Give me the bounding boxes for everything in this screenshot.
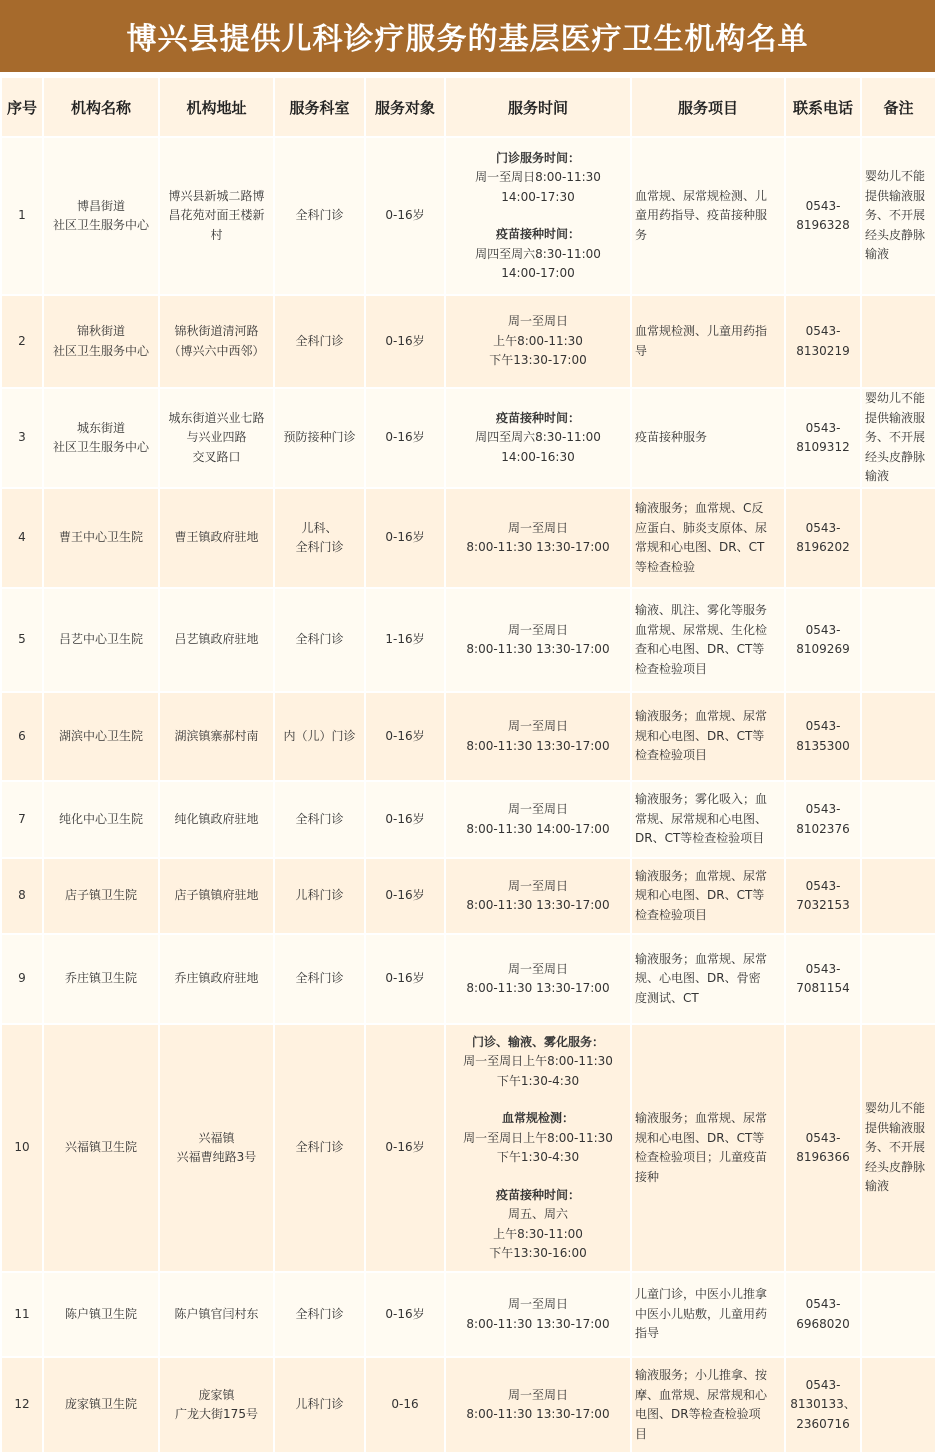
time-heading: 疫苗接种时间： [495,227,580,241]
items-line: 规和心电图、DR、CT等 [635,1130,765,1145]
cell-time [445,488,631,588]
cell-target: 0-16岁 [365,934,445,1024]
note-line: 婴幼儿不能 [865,391,926,406]
cell-no: 3 [1,388,43,488]
time-heading: 门诊服务时间： [495,150,580,165]
phone-line: 8109269 [796,642,850,656]
cell-items [631,1024,785,1272]
cell-note [861,388,935,488]
cell-no: 2 [1,295,43,388]
cell-address [159,137,274,295]
time-line: 周一至周日 [507,1387,568,1402]
time-heading: 疫苗接种时间： [495,1187,580,1202]
items-line: 输液、肌注、雾化等服务 [635,603,768,617]
cell-department [274,934,365,1024]
items-line: 输液服务；血常规、尿常 [635,951,768,966]
department-line: 全科门诊 [295,540,344,554]
items-line: 检查检验项目 [635,748,708,763]
items-line: 血常规、尿常规、生化检 [635,622,768,637]
phone-line: 8196202 [796,540,850,554]
table-row [1,488,935,588]
time-line: 周一至周日 [507,1297,568,1311]
note-line: 婴幼儿不能 [865,169,926,184]
cell-name [43,1357,159,1453]
institution-table [0,76,935,1454]
cell-time [445,388,631,488]
cell-no: 10 [1,1024,43,1272]
cell-no: 6 [1,692,43,781]
time-line: 8:00-11:30 13:30-17:00 [466,1316,610,1331]
address-line: 店子镇镇府驻地 [174,888,259,903]
address-line: 兴福曹纯路3号 [176,1150,257,1164]
cell-name [43,295,159,388]
items-line: DR、CT等检查检验项目 [635,831,765,846]
note-line: 务、不开展 [865,1140,926,1155]
note-line: 提供输液服 [865,410,926,425]
address-line: 博兴县新城二路博 [168,188,265,203]
cell-note [861,934,935,1024]
time-heading: 门诊、输液、雾化服务： [471,1034,604,1049]
time-line: 周一至周日 [507,878,568,893]
time-line: 周一至周日 [507,802,568,816]
cell-name [43,588,159,692]
items-line: 目 [635,1426,648,1441]
cell-address [159,388,274,488]
department-line: 预防接种门诊 [283,430,356,445]
cell-address [159,858,274,934]
name-line: 店子镇卫生院 [64,888,137,903]
department-line: 全科门诊 [295,632,344,647]
time-line: 周四至周六8:30-11:00 [475,246,601,261]
items-line: 规和心电图、DR、CT等 [635,888,765,903]
cell-no: 7 [1,781,43,858]
department-line: 全科门诊 [295,333,344,348]
cell-items [631,295,785,388]
cell-no: 11 [1,1272,43,1357]
cell-address [159,934,274,1024]
cell-note [861,1024,935,1272]
note-line: 经头皮静脉 [865,449,926,464]
cell-time [445,137,631,295]
table-row [1,295,935,388]
cell-items [631,781,785,858]
cell-target: 0-16岁 [365,1272,445,1357]
phone-line: 8102376 [796,821,850,836]
time-line: 周一至周日 [507,961,568,976]
cell-time [445,295,631,388]
cell-items [631,692,785,781]
items-line: 指导 [635,1326,660,1341]
cell-target: 1-16岁 [365,588,445,692]
time-line: 上午8:00-11:30 [493,333,583,348]
address-line: 乔庄镇政府驻地 [174,971,259,986]
address-line: 村 [210,227,223,242]
phone-line: 0543- [805,961,841,976]
phone-line: 7032153 [796,898,850,912]
time-line: 周一至周日 [507,314,568,329]
items-line: 常规和心电图、DR、CT [635,540,765,554]
header-department: 服务科室 [274,77,365,137]
items-line: 检查检验项目 [635,907,708,922]
phone-line: 0543- [805,622,841,637]
table-row [1,137,935,295]
table-row [1,1024,935,1272]
cell-name [43,1272,159,1357]
items-line: 输液服务；血常规、C反 [635,501,764,515]
department-line: 内（儿）门诊 [283,728,356,743]
cell-note [861,588,935,692]
cell-time [445,934,631,1024]
cell-items [631,858,785,934]
cell-target: 0-16岁 [365,295,445,388]
table-row [1,588,935,692]
cell-note [861,137,935,295]
cell-phone [785,137,861,295]
cell-time [445,1272,631,1357]
time-heading: 血常规检测： [501,1111,574,1125]
cell-items [631,137,785,295]
cell-department [274,588,365,692]
items-line: 常规、尿常规和心电图、 [635,811,768,826]
cell-items [631,1357,785,1453]
time-line: 下午13:30-16:00 [489,1246,587,1260]
cell-note [861,295,935,388]
phone-line: 0543- [805,1297,841,1311]
time-line: 周一至周日8:00-11:30 [475,170,601,184]
time-line: 下午1:30-4:30 [496,1073,580,1088]
name-line: 庞家镇卫生院 [64,1397,137,1412]
note-line: 输液 [865,1179,890,1194]
cell-phone [785,1024,861,1272]
cell-name [43,934,159,1024]
time-line: 8:00-11:30 13:30-17:00 [466,981,610,995]
time-line: 8:00-11:30 14:00-17:00 [466,821,610,836]
cell-target: 0-16 [365,1357,445,1453]
address-line: 与兴业四路 [186,430,247,445]
department-line: 全科门诊 [295,1140,344,1155]
cell-phone [785,1272,861,1357]
table-row [1,1357,935,1453]
header-row [1,77,935,137]
page-title-bar [0,0,935,76]
table-row [1,1272,935,1357]
cell-phone [785,692,861,781]
address-line: 陈户镇官闫村东 [174,1306,259,1321]
items-line: 摩、血常规、尿常规和心 [635,1387,768,1402]
note-line: 提供输液服 [865,188,926,203]
items-line: 儿童门诊，中医小儿推拿 [635,1287,768,1302]
items-line: 导 [635,343,648,358]
name-line: 城东街道 [76,420,125,435]
phone-line: 8196366 [796,1150,850,1164]
note-line: 经头皮静脉 [865,227,926,242]
cell-department [274,781,365,858]
items-line: 务 [635,227,648,242]
header-items: 服务项目 [631,77,785,137]
cell-items [631,588,785,692]
cell-address [159,488,274,588]
phone-line: 2360716 [796,1416,850,1431]
name-line: 兴福镇卫生院 [64,1140,137,1155]
cell-items [631,488,785,588]
cell-target: 0-16岁 [365,1024,445,1272]
cell-target: 0-16岁 [365,488,445,588]
phone-line: 8109312 [796,440,850,454]
phone-line: 0543- [805,802,841,816]
items-line: 输液服务；血常规、尿常 [635,1111,768,1125]
address-line: 湖滨镇寨郝村南 [174,728,259,743]
cell-note [861,1272,935,1357]
cell-note [861,488,935,588]
table-row [1,388,935,488]
items-line: 应蛋白、肺炎支原体、尿 [635,520,768,535]
phone-line: 0543- [805,420,841,435]
items-line: 规、心电图、DR、骨密 [635,971,761,986]
time-line: 周五、周六 [507,1207,568,1221]
cell-name [43,388,159,488]
cell-items [631,388,785,488]
items-line: 中医小儿贴敷，儿童用药 [635,1306,768,1321]
department-line: 全科门诊 [295,208,344,223]
address-line: 纯化镇政府驻地 [174,811,259,826]
cell-department [274,1024,365,1272]
items-line: 疫苗接种服务 [635,430,708,445]
cell-note [861,781,935,858]
time-line: 周一至周日 [507,622,568,637]
cell-name [43,858,159,934]
cell-address [159,692,274,781]
page-title: 博兴县提供儿科诊疗服务的基层医疗卫生机构名单 [126,22,809,57]
table-body [1,137,935,1453]
cell-department [274,137,365,295]
cell-no: 5 [1,588,43,692]
items-line: 输液服务；血常规、尿常 [635,868,768,883]
phone-line: 8135300 [796,738,850,753]
items-line: 输液服务；雾化吸入；血 [635,792,768,807]
department-line: 全科门诊 [295,811,344,826]
name-line: 陈户镇卫生院 [64,1306,137,1321]
items-line: 接种 [635,1169,660,1184]
time-line: 周四至周六8:30-11:00 [475,430,601,445]
address-line: 庞家镇 [198,1387,235,1402]
time-line: 8:00-11:30 13:30-17:00 [466,1407,610,1421]
cell-name [43,781,159,858]
cell-department [274,295,365,388]
time-line: 周一至周日 [507,719,568,733]
items-line: 度测试、CT [635,990,699,1005]
time-line: 8:00-11:30 13:30-17:00 [466,540,610,554]
name-line: 锦秋街道 [76,324,125,338]
note-line: 提供输液服 [865,1120,926,1135]
cell-address [159,1357,274,1453]
phone-line: 0543- [805,719,841,733]
time-line: 14:00-16:30 [501,449,575,464]
items-line: 规和心电图、DR、CT等 [635,728,765,743]
note-line: 务、不开展 [865,208,926,223]
address-line: 城东街道兴业七路 [168,410,265,425]
phone-line: 0543- [805,520,841,535]
items-line: 查和心电图、DR、CT等 [635,642,765,656]
time-gap [448,1091,628,1109]
header-no: 序号 [1,77,43,137]
cell-department [274,488,365,588]
phone-line: 0543- [805,878,841,893]
cell-address [159,1272,274,1357]
cell-name [43,692,159,781]
note-line: 经头皮静脉 [865,1159,926,1174]
header-time: 服务时间 [445,77,631,137]
time-line: 周一至周日 [507,520,568,535]
table-row [1,934,935,1024]
cell-address [159,588,274,692]
cell-time [445,692,631,781]
time-heading: 疫苗接种时间： [495,410,580,425]
phone-line: 6968020 [796,1316,850,1331]
cell-items [631,1272,785,1357]
note-line: 婴幼儿不能 [865,1101,926,1116]
cell-note [861,1357,935,1453]
items-line: 电图、DR等检查检验项 [635,1407,761,1421]
cell-target: 0-16岁 [365,137,445,295]
time-line: 下午13:30-17:00 [489,353,587,368]
cell-phone [785,934,861,1024]
note-line: 输液 [865,247,890,262]
time-gap [448,207,628,225]
address-line: 曹王镇政府驻地 [174,530,259,545]
cell-time [445,781,631,858]
phone-line: 0543- [805,324,841,338]
cell-no: 12 [1,1357,43,1453]
time-line: 上午8:30-11:00 [493,1226,583,1241]
header-phone: 联系电话 [785,77,861,137]
department-line: 儿科门诊 [295,888,344,903]
time-line: 8:00-11:30 13:30-17:00 [466,898,610,912]
time-line: 周一至周日上午8:00-11:30 [463,1130,613,1145]
table-row [1,781,935,858]
department-line: 全科门诊 [295,1306,344,1321]
cell-target: 0-16岁 [365,692,445,781]
cell-note [861,858,935,934]
address-line: 昌花苑对面王楼新 [168,208,265,223]
cell-address [159,1024,274,1272]
cell-department [274,858,365,934]
address-line: 吕艺镇政府驻地 [174,632,259,647]
department-line: 儿科、 [301,520,338,535]
cell-phone [785,858,861,934]
name-line: 社区卫生服务中心 [52,440,149,454]
cell-department [274,1357,365,1453]
cell-name [43,137,159,295]
cell-department [274,1272,365,1357]
department-line: 全科门诊 [295,971,344,986]
time-line: 8:00-11:30 13:30-17:00 [466,642,610,656]
time-line: 8:00-11:30 13:30-17:00 [466,738,610,753]
phone-line: 7081154 [796,981,850,995]
phone-line: 8130219 [796,343,850,358]
address-line: 广龙大街175号 [175,1407,258,1421]
cell-note [861,692,935,781]
cell-no: 1 [1,137,43,295]
cell-department [274,388,365,488]
table-row [1,692,935,781]
cell-phone [785,1357,861,1453]
phone-line: 8130133、 [790,1397,856,1412]
address-line: 锦秋街道清河路 [174,324,259,338]
name-line: 吕艺中心卫生院 [58,632,143,647]
header-target: 服务对象 [365,77,445,137]
cell-time [445,858,631,934]
cell-phone [785,388,861,488]
time-gap [448,1168,628,1186]
cell-department [274,692,365,781]
items-line: 输液服务；小儿推拿、按 [635,1368,768,1382]
cell-no: 4 [1,488,43,588]
cell-address [159,295,274,388]
header-address: 机构地址 [159,77,274,137]
cell-name [43,488,159,588]
name-line: 湖滨中心卫生院 [58,728,143,743]
cell-target: 0-16岁 [365,388,445,488]
address-line: 交叉路口 [192,449,241,464]
cell-no: 8 [1,858,43,934]
cell-target: 0-16岁 [365,781,445,858]
time-line: 14:00-17:30 [501,189,575,204]
cell-time [445,588,631,692]
name-line: 纯化中心卫生院 [58,811,143,826]
items-line: 输液服务；血常规、尿常 [635,709,768,724]
items-line: 检查检验项目；儿童疫苗 [635,1150,768,1164]
name-line: 社区卫生服务中心 [52,343,149,358]
phone-line: 0543- [805,1130,841,1145]
name-line: 社区卫生服务中心 [52,218,149,232]
phone-line: 0543- [805,198,841,213]
name-line: 乔庄镇卫生院 [64,971,137,986]
items-line: 血常规、尿常规检测、儿 [635,188,768,203]
items-line: 等检查检验 [635,559,696,574]
cell-phone [785,781,861,858]
name-line: 曹王中心卫生院 [58,530,143,545]
cell-address [159,781,274,858]
items-line: 童用药指导、疫苗接种服 [635,208,768,223]
cell-items [631,934,785,1024]
time-line: 14:00-17:00 [501,266,575,280]
phone-line: 0543- [805,1377,841,1392]
header-note: 备注 [861,77,935,137]
cell-phone [785,588,861,692]
cell-phone [785,488,861,588]
time-line: 周一至周日上午8:00-11:30 [463,1054,613,1068]
note-line: 务、不开展 [865,430,926,445]
cell-no: 9 [1,934,43,1024]
table-row [1,858,935,934]
phone-line: 8196328 [796,218,850,232]
header-name: 机构名称 [43,77,159,137]
cell-target: 0-16岁 [365,858,445,934]
time-line: 下午1:30-4:30 [496,1150,580,1164]
cell-name [43,1024,159,1272]
items-line: 血常规检测、儿童用药指 [635,324,768,338]
note-line: 输液 [865,469,890,484]
cell-time [445,1024,631,1272]
address-line: 兴福镇 [198,1130,235,1145]
name-line: 博昌街道 [76,198,125,213]
cell-phone [785,295,861,388]
address-line: （博兴六中西邻） [168,343,265,358]
cell-time [445,1357,631,1453]
items-line: 检查检验项目 [635,661,708,676]
department-line: 儿科门诊 [295,1397,344,1412]
